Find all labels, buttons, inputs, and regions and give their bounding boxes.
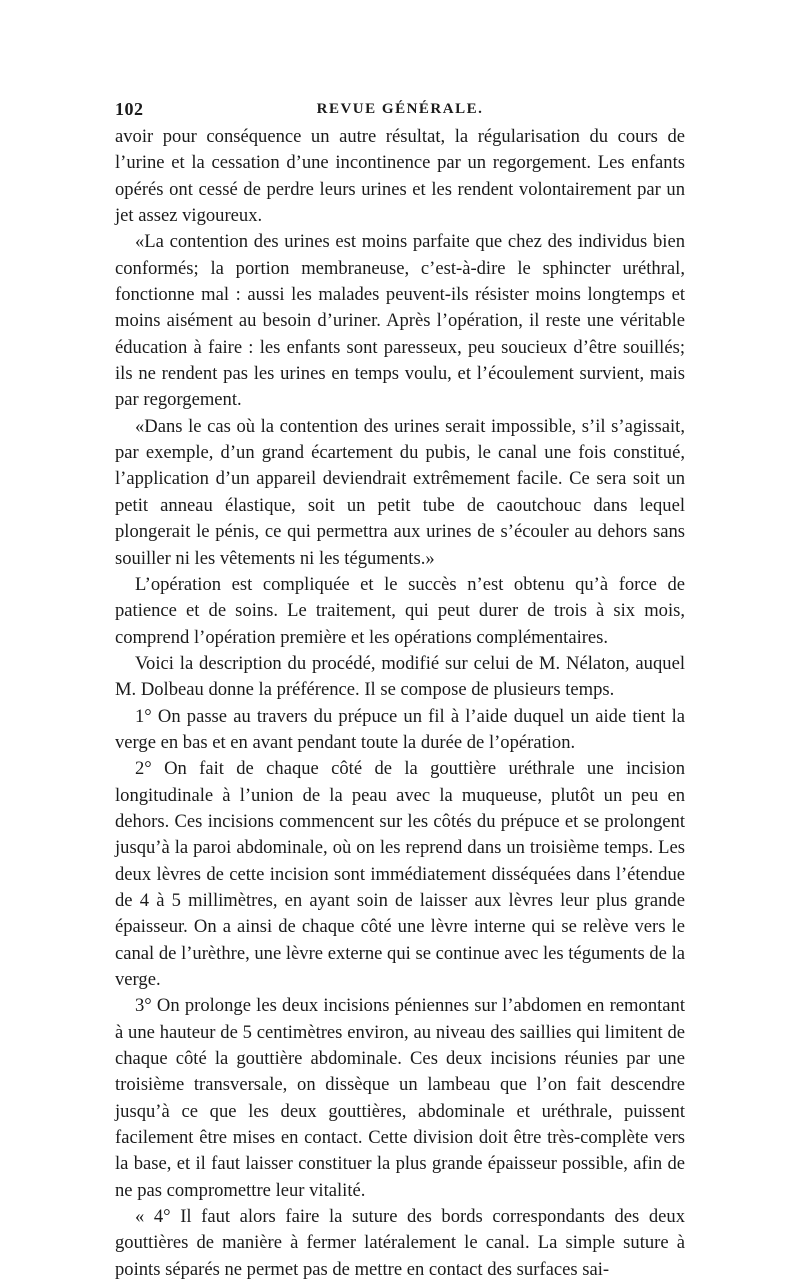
paragraph: avoir pour conséquence un autre résultat, la régularisation du cours de l’urine et la cessation d’une incontinence par un regorgement. Les enfants opérés ont cessé de perdre leurs urines et les rendent volontairement par un jet assez vigoureux. [115,126,685,227]
paragraph: L’opération est compliquée et le succès n’est obtenu qu’à force de patience et de soins. Le traitement, qui peut durer de trois à six mois, comprend l’opération première et les opérations complémentaires. [115,573,685,648]
page-header [115,96,685,122]
paragraph: Voici la description du procédé, modifié sur celui de M. Nélaton, auquel M. Dolbeau donne la préférence. Il se compose de plusieurs temps. [115,652,685,701]
book-page [115,96,685,1280]
body-text [115,124,685,1283]
paragraph: «La contention des urines est moins parfaite que chez des individus bien conformés; la portion membraneuse, c’est-à-dire le sphincter uréthral, fonctionne mal : aussi les malades peuvent-ils résister moins longtemps et moins aisément au besoin d’uriner. Après l’opération, il reste une véritable éducation à faire : les enfants sont paresseux, peu soucieux d’être souillés; ils ne rendent pas les urines en temps voulu, et l’écoulement survient, mais par regorgement. [115,231,685,411]
paragraph: « 4° Il faut alors faire la suture des bords correspondants des deux gouttières de manière à fermer latéralement le canal. La simple suture à points séparés ne permet pas de mettre en contact des surfaces sai- [115,1206,685,1280]
running-head: REVUE GÉNÉRALE. [316,101,484,117]
page-number: 102 [115,99,144,119]
paragraph: 1° On passe au travers du prépuce un fil à l’aide duquel un aide tient la verge en bas et en avant pendant toute la durée de l’opération. [115,705,685,753]
paragraph: «Dans le cas où la contention des urines serait impossible, s’il s’agissait, par exemple, d’un grand écartement du pubis, le canal une fois constitué, l’application d’un appareil deviendrait extrêmement facile. Ce sera soit un petit anneau élastique, soit un petit tube de caoutchouc dans lequel plongerait le pénis, ce qui permettra aux urines de s’écouler au dehors sans souiller ni les vêtements ni les téguments.» [115,415,685,569]
paragraph: 3° On prolonge les deux incisions péniennes sur l’abdomen en remontant à une hauteur de 5 centimètres environ, au niveau des saillies qui limitent de chaque côté la gouttière abdominale. Ces deux incisions réunies par une troisième transversale, on dissèque un lambeau que l’on fait descendre jusqu’à ce que les deux gouttières, abdominale et uréthrale, puissent facilement être mises en contact. Cette division doit être très-complète vers la base, et il faut laisser constituer la plus grande épaisseur possible, afin de ne pas compromettre leur vitalité. [115,995,685,1201]
paragraph: 2° On fait de chaque côté de la gouttière uréthrale une incision longitudinale à l’union de la peau avec la muqueuse, plutôt un peu en dehors. Ces incisions commencent sur les côtés du prépuce et se prolongent jusqu’à la paroi abdominale, où on les reprend dans un troisième temps. Les deux lèvres de cette incision sont immédiatement disséquées dans l’étendue de 4 à 5 millimètres, en ayant soin de laisser aux lèvres leur plus grande épaisseur. On a ainsi de chaque côté une lèvre interne qui se relève vers le canal de l’urèthre, une lèvre externe qui se continue avec les téguments de la verge. [115,758,685,990]
